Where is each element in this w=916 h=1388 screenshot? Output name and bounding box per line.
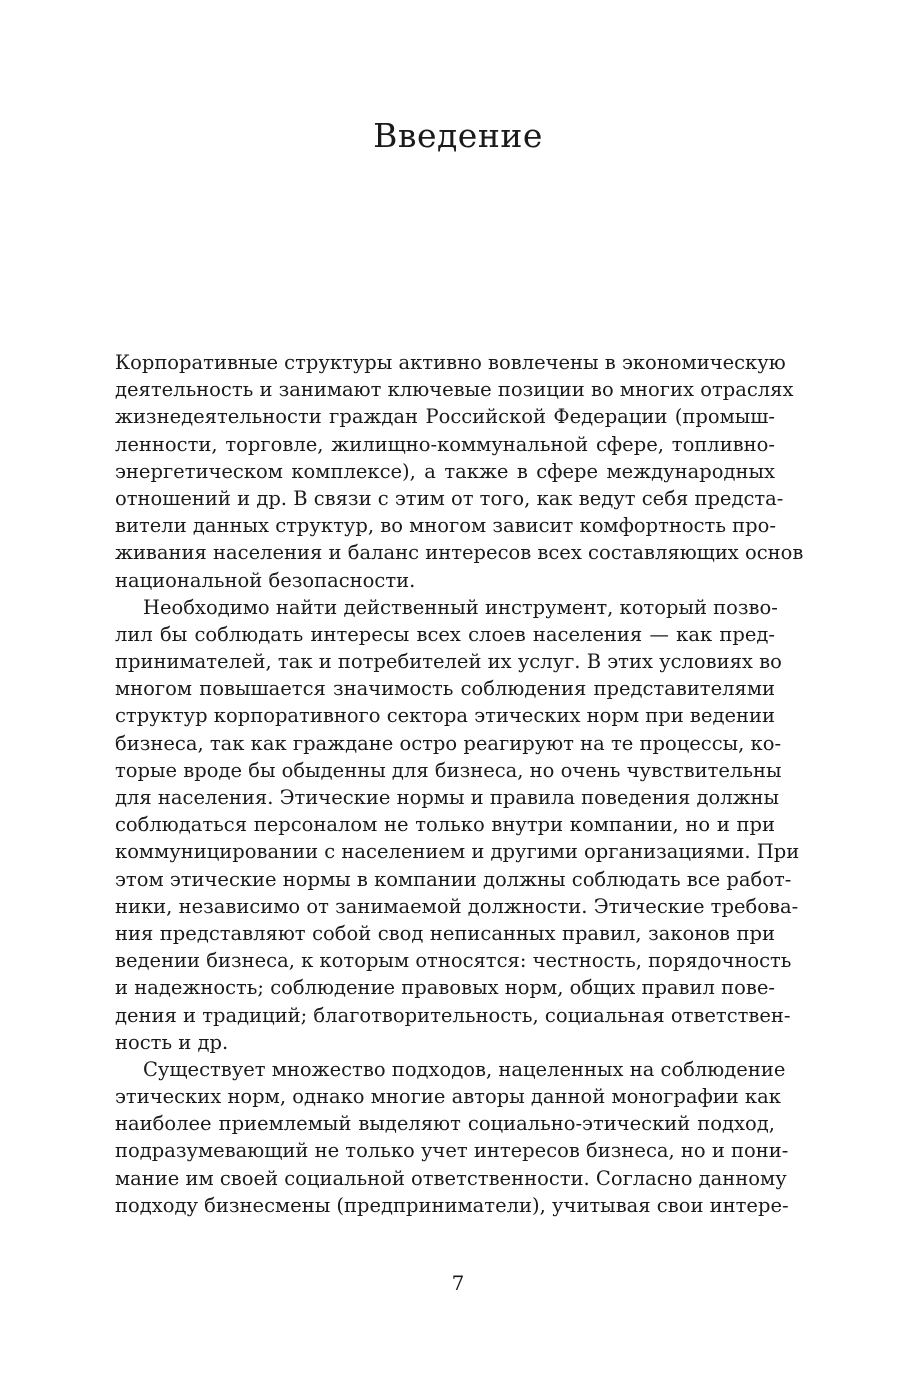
text-line: принимателей, так и потребителей их услуг. В этих условиях во [115, 650, 782, 674]
page-number: 7 [451, 1271, 465, 1295]
text-line: многом повышается значимость соблюдения представителями [115, 677, 775, 701]
text-line: наиболее приемлемый выделяют социально-этический подход, [115, 1112, 775, 1136]
text-line: подходу бизнесмены (предприниматели), учитывая свои интере- [115, 1193, 789, 1217]
text-line: соблюдаться персоналом не только внутри компании, но и при [115, 813, 775, 837]
text-line: для населения. Этические нормы и правила поведения должны [115, 786, 780, 809]
text-line: отношений и др. В связи с этим от того, как ведут себя предста- [115, 486, 784, 510]
text-line: лил бы соблюдать интересы всех слоев населения — как пред- [115, 622, 775, 646]
text-line: ленности, торговле, жилищно-коммунальной сфере, топливно- [115, 432, 775, 456]
paragraph-3 [115, 1056, 789, 1219]
text-line: вители данных структур, во многом зависит комфортность про- [115, 514, 776, 538]
text-line: ники, независимо от занимаемой должности. Этические требова- [115, 894, 799, 918]
text-line: дения и традиций; благотворительность, социальная ответствен- [115, 1003, 791, 1027]
text-line: подразумевающий не только учет интересов бизнеса, но и пони- [115, 1139, 789, 1163]
text-line: ведении бизнеса, к которым относятся: честность, порядочность [115, 949, 792, 973]
text-line: коммуницировании с населением и другими организациями. При [115, 840, 800, 864]
body-text [115, 349, 804, 1219]
paragraph-2 [115, 594, 800, 1056]
text-line: живания населения и баланс интересов всех составляющих основ [115, 541, 804, 565]
text-line: Необходимо найти действенный инструмент, который позво- [143, 595, 778, 619]
text-line: ность и др. [115, 1030, 229, 1054]
text-line: Корпоративные структуры активно вовлечены в экономическую [115, 351, 786, 374]
text-line: торые вроде бы обыденны для бизнеса, но очень чувствительны [115, 758, 782, 782]
text-line: Существует множество подходов, нацеленных на соблюдение [143, 1057, 786, 1081]
text-line: мание им своей социальной ответственности. Согласно данному [115, 1166, 787, 1190]
text-line: и надежность; соблюдение правовых норм, общих правил пове- [115, 976, 775, 1000]
text-line: бизнеса, так как граждане остро реагируют на те процессы, ко- [115, 731, 782, 755]
paragraph-1 [115, 349, 804, 594]
text-line: этом этические нормы в компании должны соблюдать все работ- [115, 867, 792, 891]
text-line: национальной безопасности. [115, 568, 416, 592]
page-title: Введение [373, 116, 543, 155]
text-line: деятельность и занимают ключевые позиции во многих отраслях [115, 378, 794, 402]
text-line: энергетическом комплексе), а также в сфере международных [115, 459, 775, 483]
text-line: структур корпоративного сектора этических норм при ведении [115, 704, 775, 728]
text-line: этических норм, однако многие авторы данной монографии как [115, 1085, 781, 1109]
text-line: ния представляют собой свод неписанных правил, законов при [115, 921, 775, 945]
text-line: жизнедеятельности граждан Российской Федерации (промыш- [115, 405, 775, 429]
